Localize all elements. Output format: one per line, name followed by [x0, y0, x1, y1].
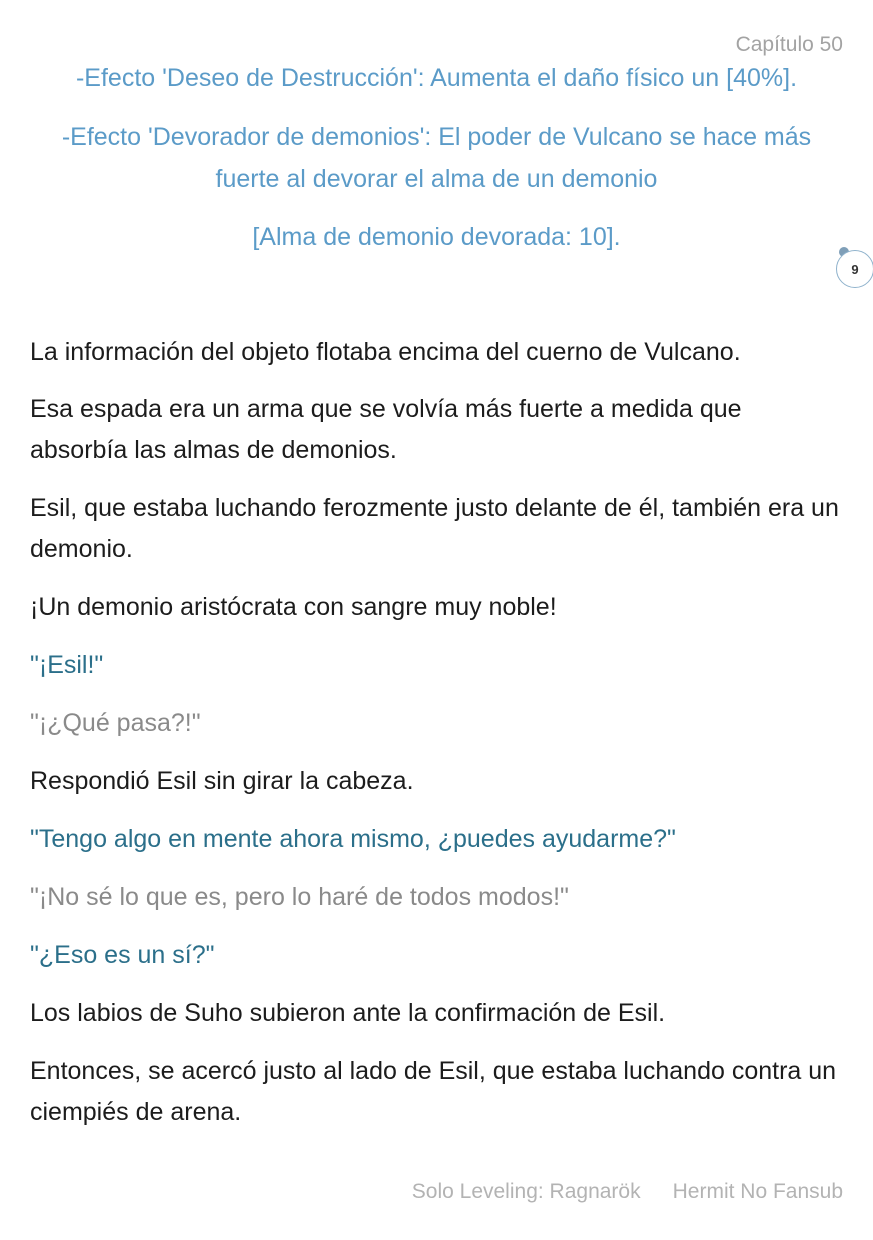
paragraph: Respondió Esil sin girar la cabeza. [30, 767, 414, 795]
paragraph: ¡Un demonio aristócrata con sangre muy noble! [30, 593, 557, 621]
chapter-label: Capítulo 50 [735, 33, 843, 56]
paragraph: Los labios de Suho subieron ante la confirmación de Esil. [30, 999, 666, 1027]
footer [412, 1180, 843, 1204]
page-number-badge[interactable]: 9 [836, 250, 873, 288]
paragraph: Esa espada era un arma que se volvía más fuerte a medida que absorbía las almas de demonios. [30, 395, 742, 464]
system-souls-devoured: [Alma de demonio devorada: 10]. [252, 223, 621, 251]
dialogue-suho: "Tengo algo en mente ahora mismo, ¿puedes ayudarme?" [30, 825, 676, 853]
dialogue-suho: "¡Esil!" [30, 651, 104, 679]
footer-series-title: Solo Leveling: Ragnarök [411, 1180, 641, 1203]
system-effect-devourer: -Efecto 'Devorador de demonios': El poder de Vulcano se hace más fuerte al devorar el alma de un demonio [61, 123, 812, 193]
dialogue-esil: "¡¿Qué pasa?!" [30, 709, 201, 737]
dialogue-suho: "¿Eso es un sí?" [30, 941, 215, 969]
paragraph: Entonces, se acercó justo al lado de Esil, que estaba luchando contra un ciempiés de arena. [30, 1057, 837, 1126]
footer-group-name: Hermit No Fansub [672, 1180, 843, 1203]
paragraph: Esil, que estaba luchando ferozmente justo delante de él, también era un demonio. [30, 494, 839, 563]
dialogue-esil: "¡No sé lo que es, pero lo haré de todos modos!" [30, 883, 569, 911]
paragraph: La información del objeto flotaba encima del cuerno de Vulcano. [30, 338, 741, 366]
system-effect-destruction: -Efecto 'Deseo de Destrucción': Aumenta el daño físico un [40%]. [75, 64, 798, 92]
